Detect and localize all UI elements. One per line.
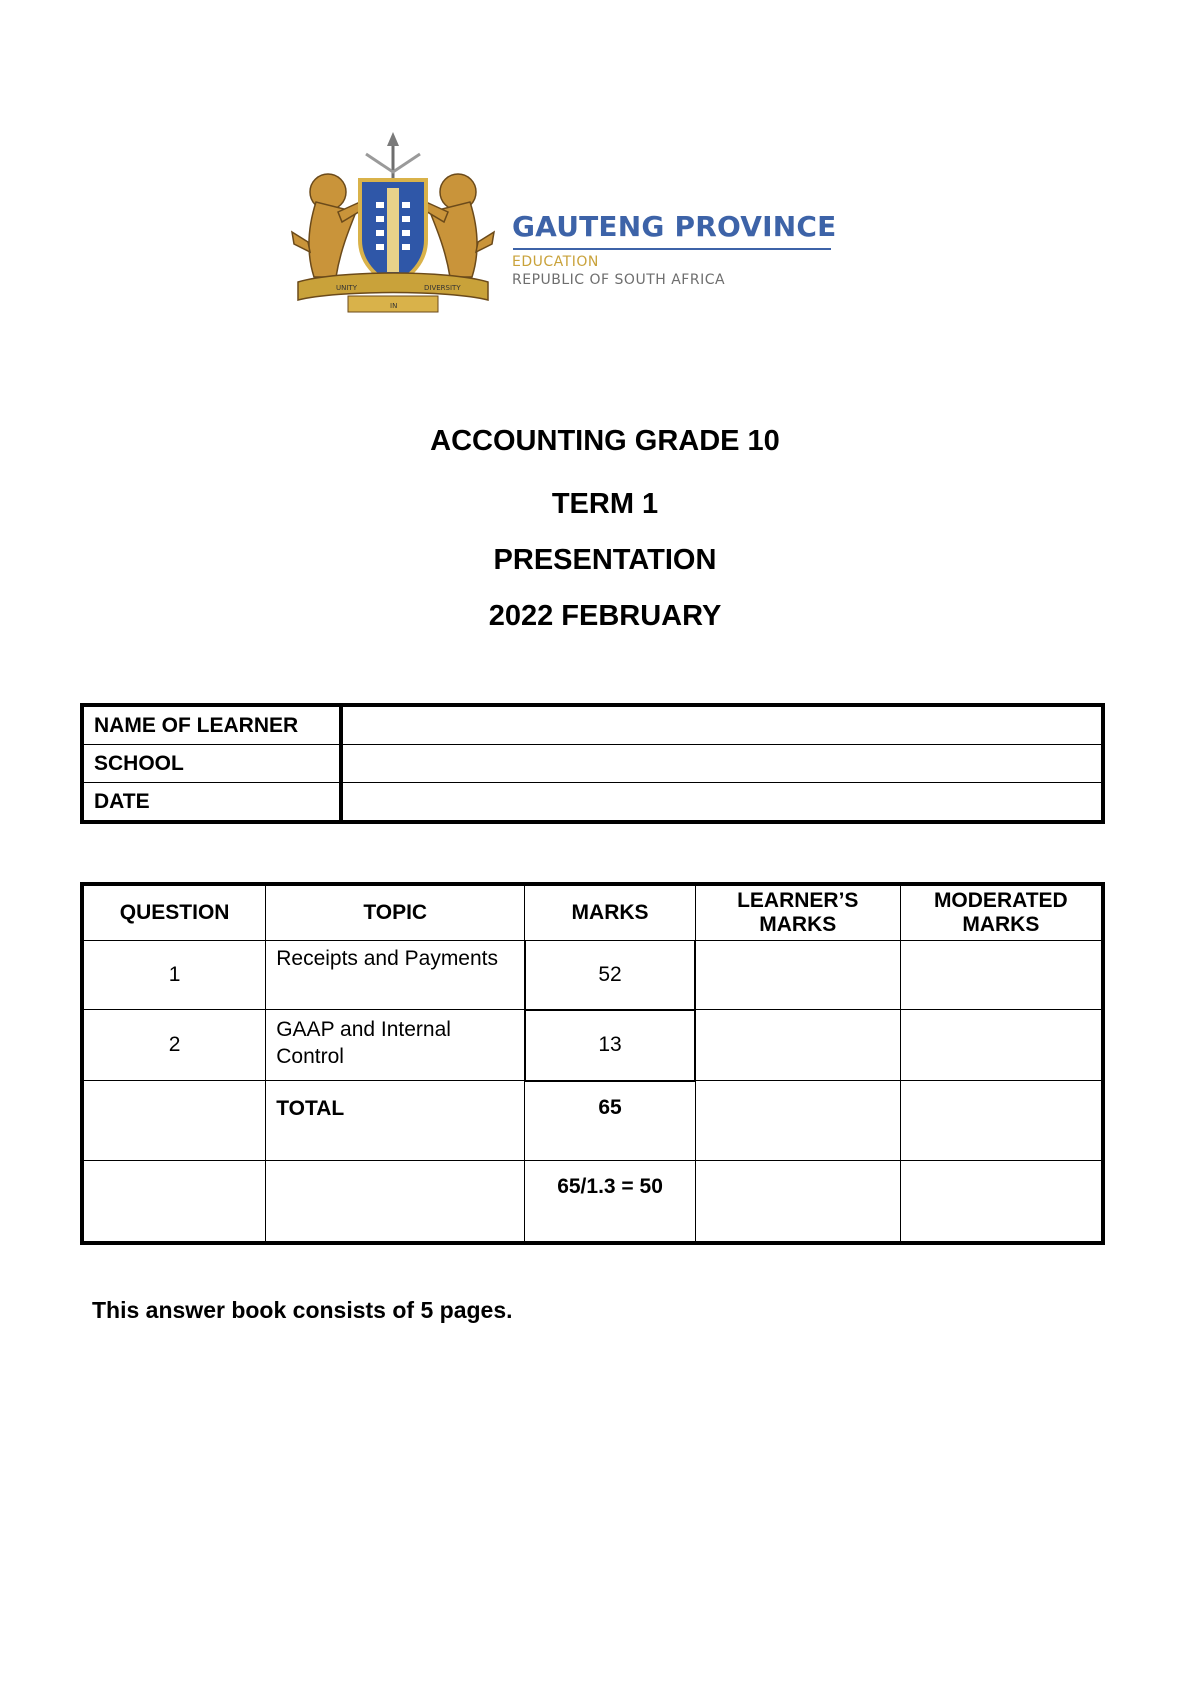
assessment-type: PRESENTATION	[493, 544, 717, 576]
learner-info-table	[80, 703, 1105, 824]
table-row	[82, 1010, 1103, 1081]
total-label-cell: TOTAL	[266, 1081, 525, 1161]
school-label: SCHOOL	[82, 745, 341, 783]
question-cell: 2	[82, 1010, 266, 1081]
logo-department: EDUCATION	[512, 254, 599, 270]
table-row	[82, 1160, 1103, 1243]
learners-marks-text: LEARNER’S MARKS	[737, 889, 859, 936]
marks-cell: 52	[525, 941, 696, 1010]
question-cell	[82, 1081, 266, 1161]
motto-in: IN	[390, 302, 398, 310]
moderated-marks-text: MODERATED MARKS	[933, 889, 1068, 936]
topic-cell: Receipts and Payments	[266, 941, 525, 1010]
coat-of-arms-icon	[278, 132, 508, 318]
moderated-marks-cell[interactable]	[900, 941, 1103, 1010]
topic-cell	[266, 1160, 525, 1243]
header-moderated-marks	[900, 884, 1103, 941]
date-field[interactable]	[341, 783, 1103, 823]
logo-rule	[513, 248, 831, 250]
page-count-note: This answer book consists of 5 pages.	[92, 1297, 513, 1323]
table-row	[82, 783, 1103, 823]
learner-marks-cell[interactable]	[695, 1081, 900, 1161]
marks-cell: 13	[525, 1010, 696, 1081]
learner-marks-cell[interactable]	[695, 941, 900, 1010]
question-cell	[82, 1160, 266, 1243]
logo-province: GAUTENG PROVINCE	[512, 210, 837, 243]
moderated-marks-cell[interactable]	[900, 1081, 1103, 1161]
table-row	[82, 1081, 1103, 1161]
moderated-marks-cell[interactable]	[900, 1160, 1103, 1243]
header-marks: MARKS	[525, 884, 696, 941]
learner-marks-cell[interactable]	[695, 1160, 900, 1243]
table-header-row	[82, 884, 1103, 941]
school-field[interactable]	[341, 745, 1103, 783]
subject-title: ACCOUNTING GRADE 10	[430, 425, 780, 457]
header-question: QUESTION	[82, 884, 266, 941]
learner-marks-cell[interactable]	[695, 1010, 900, 1081]
topic-cell: GAAP and Internal Control	[266, 1010, 525, 1081]
logo-country: REPUBLIC OF SOUTH AFRICA	[512, 272, 726, 288]
moderated-marks-cell[interactable]	[900, 1010, 1103, 1081]
question-cell: 1	[82, 941, 266, 1010]
name-of-learner-field[interactable]	[341, 705, 1103, 745]
table-row	[82, 745, 1103, 783]
date-label: DATE	[82, 783, 341, 823]
marks-table	[80, 882, 1105, 1245]
assessment-date: 2022 FEBRUARY	[488, 600, 722, 632]
table-row	[82, 705, 1103, 745]
term-title: TERM 1	[551, 488, 659, 520]
header-learners-marks	[695, 884, 900, 941]
total-marks-cell: 65	[525, 1081, 696, 1161]
table-row	[82, 941, 1103, 1010]
name-of-learner-label: NAME OF LEARNER	[82, 705, 341, 745]
header-topic: TOPIC	[266, 884, 525, 941]
motto-diversity: DIVERSITY	[424, 284, 461, 292]
motto-unity: UNITY	[336, 284, 357, 292]
gauteng-logo	[278, 132, 878, 318]
converted-marks-cell: 65/1.3 = 50	[525, 1160, 696, 1243]
